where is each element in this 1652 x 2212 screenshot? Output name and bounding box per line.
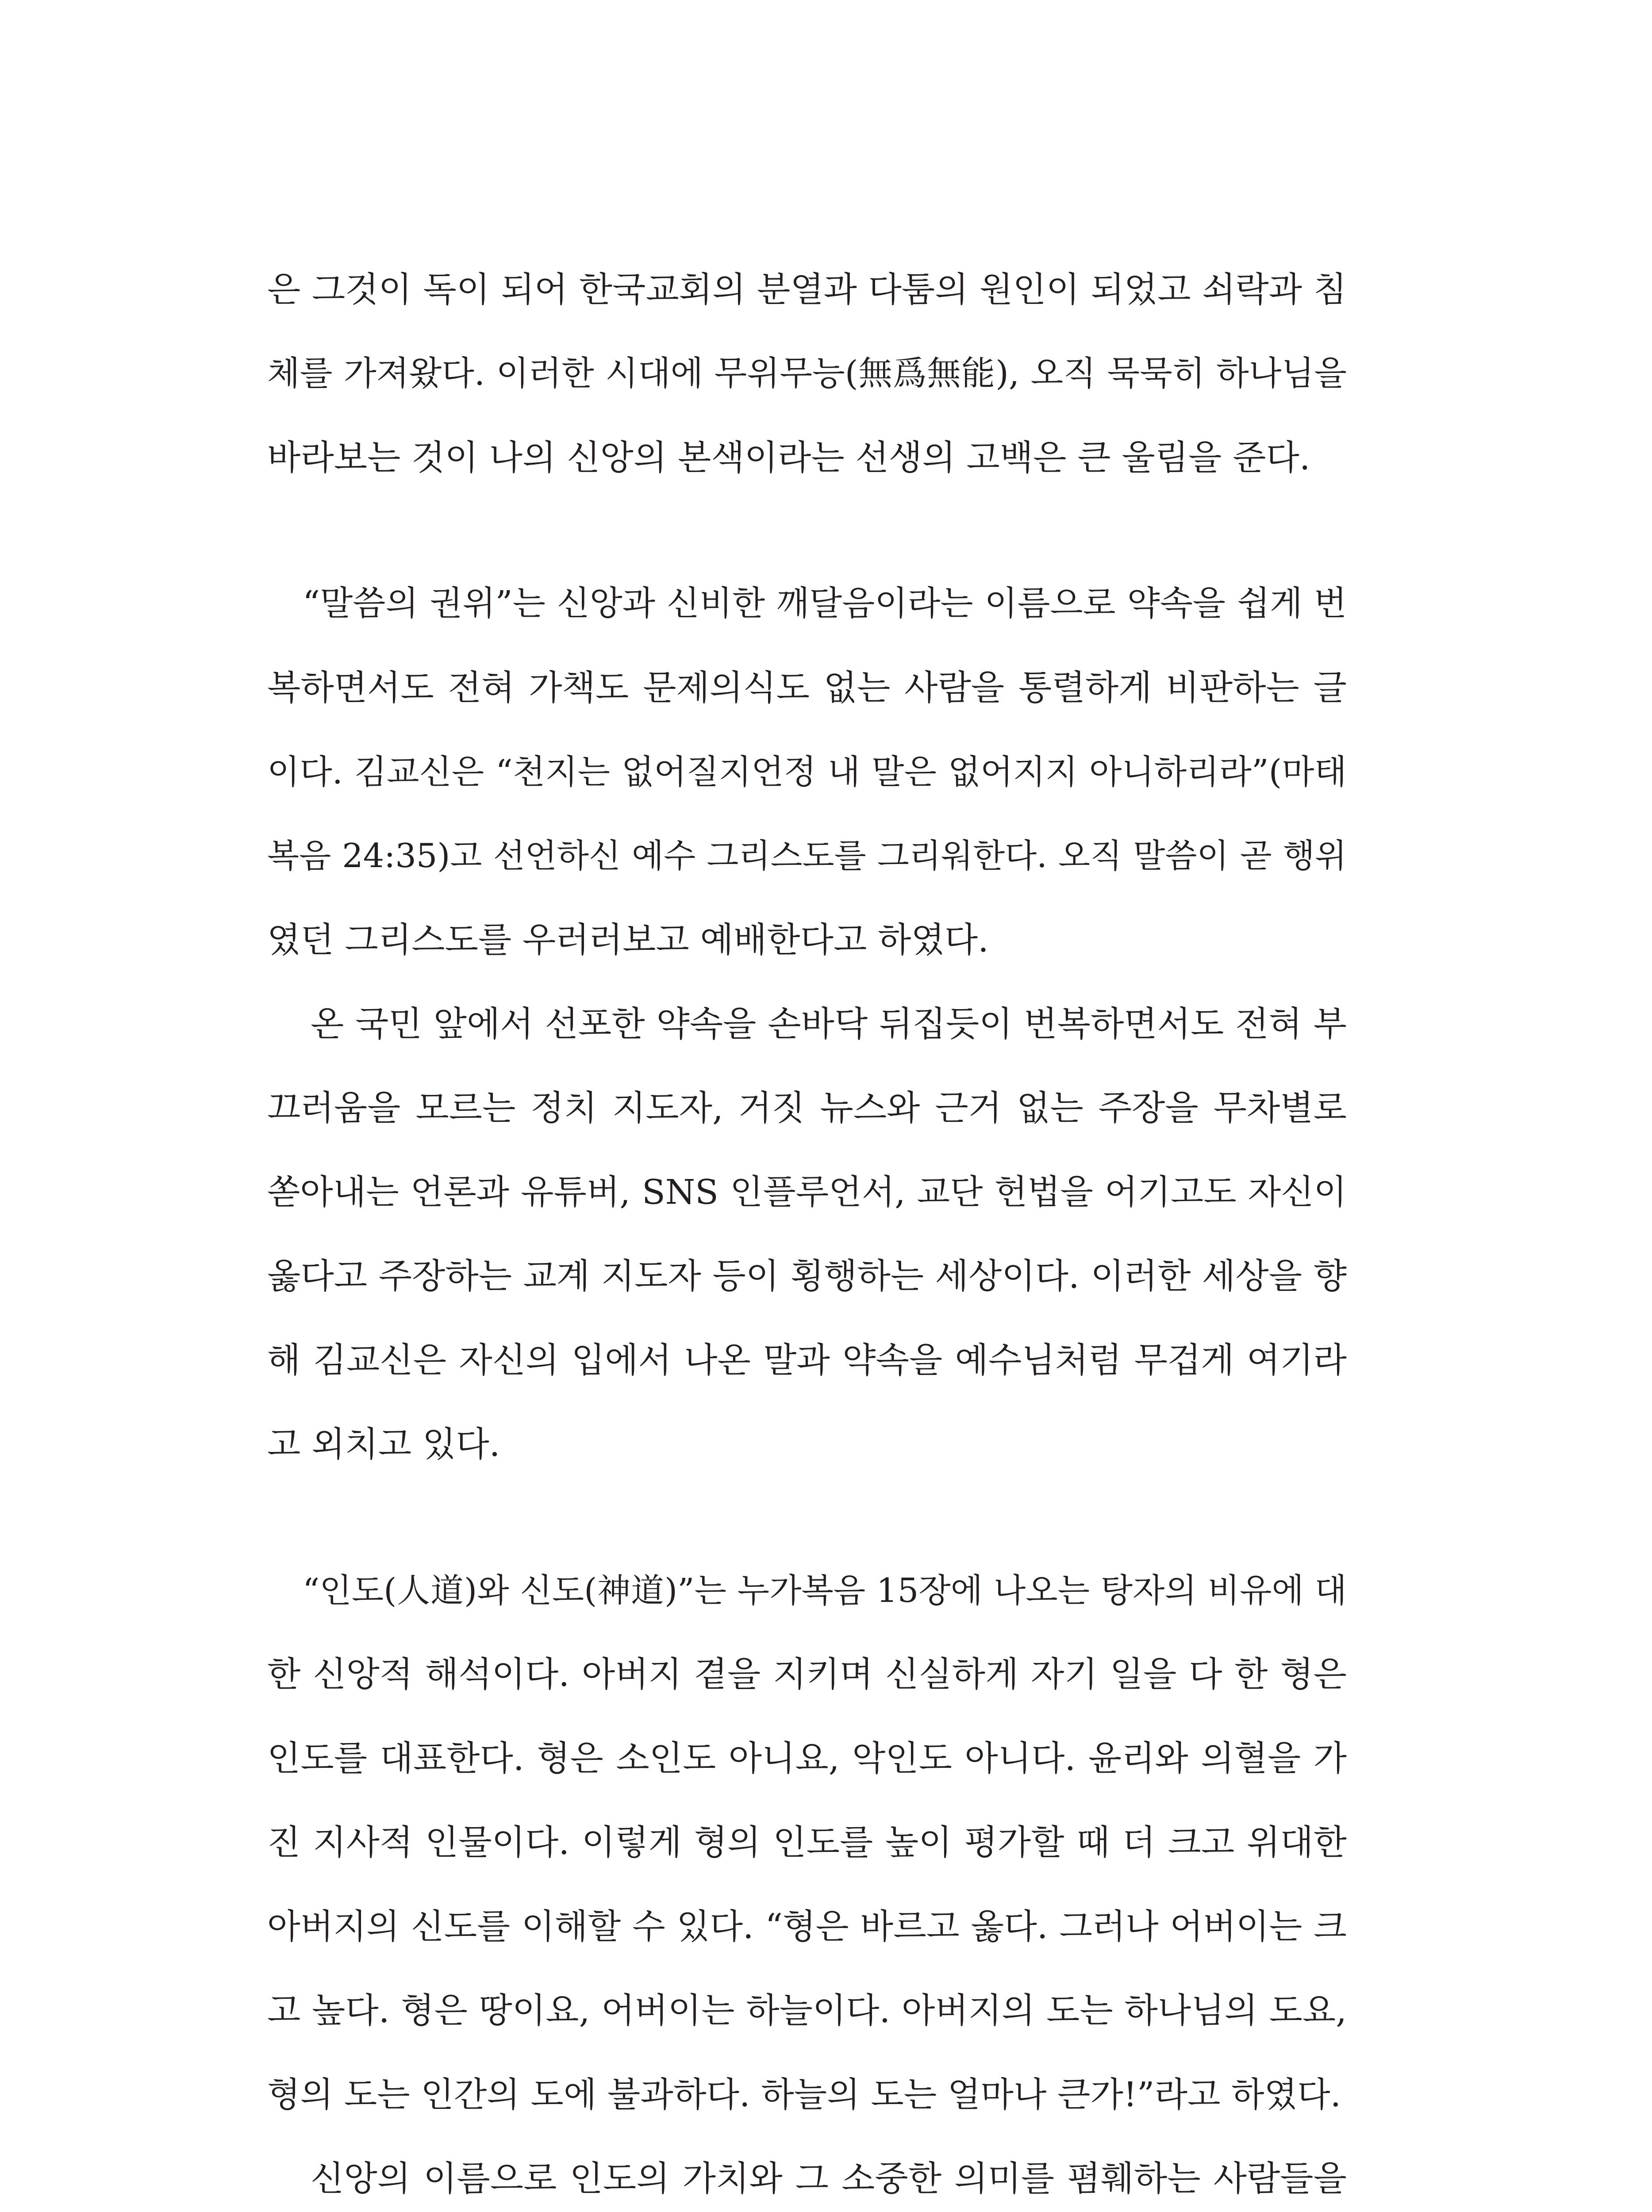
paragraph [267, 982, 1347, 1486]
text-line: 신앙의 이름으로 인도의 가치와 그 소중한 의미를 폄훼하는 사람들을 [311, 2159, 1347, 2199]
text-line: “인도(人道)와 신도(神道)”는 누가복음 15장에 나오는 탕자의 비유에 대 [303, 1571, 1347, 1610]
text-line: 바라보는 것이 나의 신앙의 본색이라는 선생의 고백은 큰 울림을 준다. [267, 438, 1310, 478]
text-line: 쏟아내는 언론과 유튜버, SNS 인플루언서, 교단 헌법을 어기고도 자신이 [267, 1172, 1347, 1212]
paragraph [267, 2137, 1347, 2212]
paragraph-gap [267, 1486, 1347, 1548]
text-line: 이다. 김교신은 “천지는 없어질지언정 내 말은 없어지지 아니하리라”(마태 [267, 753, 1347, 791]
text-line: 고 높다. 형은 땅이요, 어버이는 하늘이다. 아버지의 도는 하나님의 도요, [267, 1991, 1347, 2031]
text-line: 온 국민 앞에서 선포한 약속을 손바닥 뒤집듯이 번복하면서도 전혀 부 [311, 1004, 1347, 1044]
text-line: 복하면서도 전혀 가책도 문제의식도 없는 사람을 통렬하게 비판하는 글 [267, 668, 1347, 708]
text-line: 진 지사적 인물이다. 이렇게 형의 인도를 높이 평가할 때 더 크고 위대한 [267, 1823, 1347, 1863]
paragraph [267, 1548, 1347, 2137]
text-line: 옳다고 주장하는 교계 지도자 등이 횡행하는 세상이다. 이러한 세상을 향 [267, 1256, 1347, 1296]
paragraph-gap [267, 500, 1347, 562]
text-line: 은 그것이 독이 되어 한국교회의 분열과 다툼의 원인이 되었고 쇠락과 침 [267, 270, 1347, 310]
text-line: 한 신앙적 해석이다. 아버지 곁을 지키며 신실하게 자기 일을 다 한 형은 [267, 1655, 1347, 1694]
text-line: 체를 가져왔다. 이러한 시대에 무위무능(無爲無能), 오직 묵묵히 하나님을 [267, 354, 1347, 393]
text-line: 인도를 대표한다. 형은 소인도 아니요, 악인도 아니다. 윤리와 의혈을 가 [267, 1739, 1347, 1778]
paragraph [267, 562, 1347, 982]
body-text [267, 248, 1347, 2212]
paragraph [267, 248, 1347, 500]
text-line: “말씀의 권위”는 신앙과 신비한 깨달음이라는 이름으로 약속을 쉽게 번 [303, 584, 1347, 623]
text-line: 였던 그리스도를 우러러보고 예배한다고 하였다. [267, 920, 989, 960]
text-line: 복음 24:35)고 선언하신 예수 그리스도를 그리워한다. 오직 말씀이 곧 행위 [267, 837, 1347, 875]
text-line: 형의 도는 인간의 도에 불과하다. 하늘의 도는 얼마나 큰가!”라고 하였다. [267, 2075, 1341, 2115]
text-line: 아버지의 신도를 이해할 수 있다. “형은 바르고 옳다. 그러나 어버이는 크 [267, 1907, 1347, 1947]
text-line: 해 김교신은 자신의 입에서 나온 말과 약속을 예수님처럼 무겁게 여기라 [267, 1340, 1347, 1380]
text-line: 고 외치고 있다. [267, 1425, 500, 1464]
text-line: 끄러움을 모르는 정치 지도자, 거짓 뉴스와 근거 없는 주장을 무차별로 [267, 1088, 1347, 1128]
